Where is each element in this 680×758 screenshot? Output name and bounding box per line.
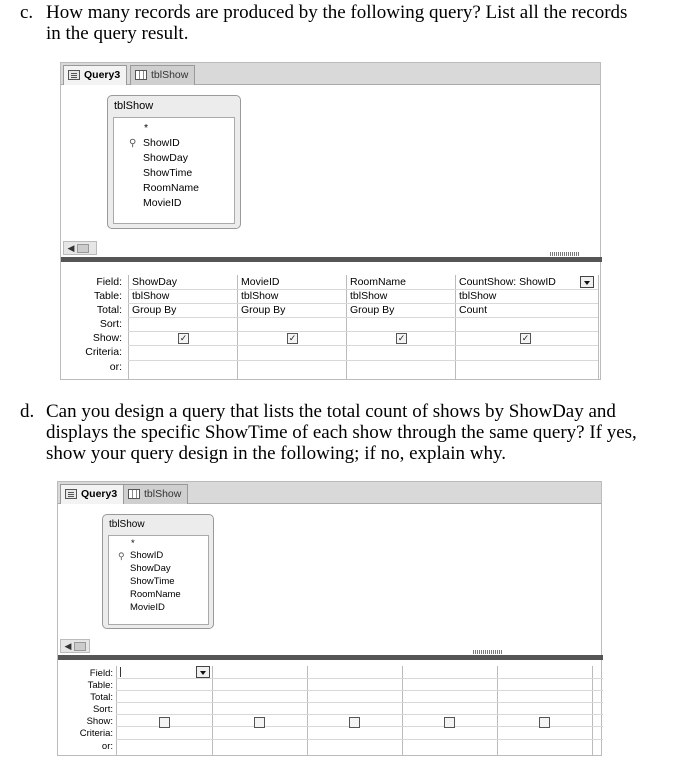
tab-query3-label: Query3: [84, 69, 121, 81]
scroll-left-icon[interactable]: ◀: [67, 243, 75, 253]
row-label-criteria: Criteria:: [79, 728, 113, 739]
question-d-line1: Can you design a query that lists the total count of shows by ShowDay and: [46, 401, 616, 422]
primary-key-icon: ⚲: [118, 551, 125, 561]
grid-column-divider: [212, 666, 213, 756]
grid-cell-table[interactable]: tblShow: [350, 290, 388, 302]
show-checkbox[interactable]: [254, 717, 265, 728]
show-checkbox[interactable]: ✓: [521, 333, 530, 343]
table-icon: [135, 70, 147, 80]
show-checkbox[interactable]: ✓: [179, 333, 188, 343]
show-checkbox[interactable]: [159, 717, 170, 728]
row-label-sort: Sort:: [99, 318, 122, 330]
show-checkbox[interactable]: [444, 717, 455, 728]
grid-cell-total[interactable]: Group By: [350, 304, 395, 316]
grid-cell-total[interactable]: Group By: [241, 304, 286, 316]
grid-row-divider: [116, 690, 603, 691]
question-c-line2: in the query result.: [46, 23, 189, 44]
tab-query3-label: Query3: [81, 488, 118, 500]
grid-row-divider: [128, 345, 598, 346]
active-field-cell[interactable]: [120, 667, 121, 677]
row-label-table: Table:: [93, 290, 122, 302]
show-checkbox[interactable]: [349, 717, 360, 728]
splitter-grip[interactable]: [549, 252, 579, 256]
grid-cell-field[interactable]: CountShow: ShowID: [459, 276, 556, 288]
tab-tblshow[interactable]: [123, 484, 188, 504]
show-checkbox[interactable]: ✓: [397, 333, 406, 343]
grid-column-divider: [455, 275, 456, 379]
document-tabs: [61, 63, 600, 85]
scroll-left-icon[interactable]: ◀: [64, 641, 72, 651]
row-label-or: or:: [109, 361, 122, 373]
show-checkbox[interactable]: ✓: [288, 333, 297, 343]
query-icon: [68, 70, 80, 80]
question-c: [20, 3, 675, 45]
field-showtime[interactable]: ShowTime: [130, 576, 175, 587]
field-dropdown-button[interactable]: [580, 276, 594, 288]
grid-column-divider: [128, 275, 129, 379]
table-box-title: tblShow: [114, 100, 154, 112]
field-list: [113, 117, 235, 224]
design-grid-c: [61, 275, 602, 379]
query-icon: [65, 489, 77, 499]
grid-column-divider: [592, 666, 593, 756]
tab-tblshow-label: tblShow: [151, 69, 189, 81]
grid-row-divider: [128, 331, 598, 332]
grid-column-divider: [116, 666, 117, 756]
field-list: [108, 535, 209, 625]
field-showid[interactable]: ShowID: [130, 550, 164, 561]
grid-cell-table[interactable]: tblShow: [241, 290, 279, 302]
field-showday[interactable]: ShowDay: [143, 152, 188, 164]
question-d-line3: show your query design in the following; if no, explain why.: [46, 443, 506, 464]
grid-cell-total[interactable]: Count: [459, 304, 488, 316]
row-label-total: Total:: [96, 304, 122, 316]
question-d-label: d.: [20, 401, 35, 422]
scroll-thumb[interactable]: [77, 244, 89, 253]
grid-cell-field[interactable]: MovieID: [241, 276, 280, 288]
grid-cell-total[interactable]: Group By: [132, 304, 177, 316]
row-label-criteria: Criteria:: [85, 346, 122, 358]
row-label-show: Show:: [92, 332, 122, 344]
grid-row-divider: [128, 317, 598, 318]
primary-key-icon: ⚲: [129, 138, 137, 149]
row-label-total: Total:: [90, 692, 113, 703]
field-showday[interactable]: ShowDay: [130, 563, 171, 574]
grid-row-divider: [116, 678, 603, 679]
scroll-thumb[interactable]: [74, 642, 86, 651]
query-design-window-c: [60, 62, 601, 380]
field-showtime[interactable]: ShowTime: [143, 167, 193, 179]
splitter-grip[interactable]: [472, 650, 502, 654]
grid-row-divider: [116, 702, 603, 703]
tab-query3[interactable]: [63, 65, 127, 85]
question-c-label: c.: [20, 2, 34, 23]
grid-cell-field[interactable]: ShowDay: [132, 276, 177, 288]
row-label-table: Table:: [87, 680, 113, 691]
field-all-asterisk[interactable]: *: [131, 538, 135, 549]
document-tabs: [58, 482, 601, 504]
query-design-window-d: [57, 481, 602, 756]
row-label-or: or:: [101, 741, 113, 752]
design-grid-d: [58, 666, 603, 756]
horizontal-scrollbar[interactable]: [63, 241, 97, 255]
field-showid[interactable]: ShowID: [143, 137, 180, 149]
row-label-show: Show:: [86, 716, 113, 727]
field-dropdown-button[interactable]: [196, 666, 210, 678]
grid-column-divider: [346, 275, 347, 379]
row-label-sort: Sort:: [92, 704, 113, 715]
grid-cell-table[interactable]: tblShow: [459, 290, 497, 302]
grid-column-divider: [598, 275, 599, 379]
table-icon: [128, 489, 140, 499]
grid-column-divider: [497, 666, 498, 756]
tab-tblshow-label: tblShow: [144, 488, 182, 500]
horizontal-scrollbar[interactable]: [60, 639, 90, 653]
pane-splitter[interactable]: [58, 655, 603, 660]
question-d-line2: displays the specific ShowTime of each show through the same query? If yes,: [46, 422, 637, 443]
show-checkbox[interactable]: [539, 717, 550, 728]
field-roomname[interactable]: RoomName: [143, 182, 200, 194]
grid-column-divider: [402, 666, 403, 756]
pane-splitter[interactable]: [61, 257, 602, 262]
table-box-tblshow[interactable]: [107, 95, 241, 229]
tab-query3[interactable]: [60, 484, 124, 504]
field-all-asterisk[interactable]: *: [144, 122, 149, 134]
grid-row-divider: [116, 714, 603, 715]
grid-row-divider: [128, 360, 598, 361]
field-movieid[interactable]: MovieID: [143, 197, 182, 209]
grid-row-divider: [116, 739, 603, 740]
grid-column-divider: [307, 666, 308, 756]
tab-tblshow[interactable]: [130, 65, 195, 85]
question-d: [20, 402, 675, 465]
row-label-field: Field:: [89, 668, 113, 679]
grid-cell-field[interactable]: RoomName: [350, 276, 407, 288]
row-label-field: Field:: [96, 276, 122, 288]
field-movieid[interactable]: MovieID: [130, 602, 165, 613]
table-box-tblshow[interactable]: [102, 514, 214, 629]
grid-column-divider: [237, 275, 238, 379]
table-box-title: tblShow: [109, 519, 145, 530]
field-roomname[interactable]: RoomName: [130, 589, 181, 600]
question-c-line1: How many records are produced by the following query? List all the records: [46, 2, 628, 23]
grid-cell-table[interactable]: tblShow: [132, 290, 170, 302]
